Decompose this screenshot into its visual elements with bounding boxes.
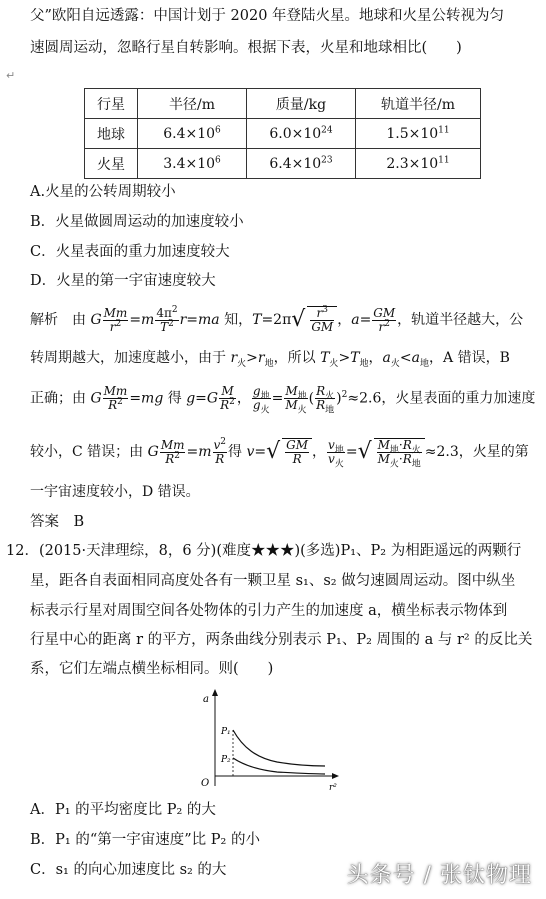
table-cell: $6.4\times 10^{23}$ bbox=[247, 149, 356, 179]
q11-stem-line2: 速圆周运动，忽略行星自转影响。根据下表，火星和地球相比( ) bbox=[30, 40, 462, 56]
table-cell: $1.5\times 10^{11}$ bbox=[356, 119, 481, 149]
watermark: 头条号 / 张钛物理 bbox=[346, 863, 532, 888]
y-axis-label: a bbox=[203, 694, 209, 705]
curve-p2-label: P₂ bbox=[221, 755, 231, 765]
table-cell: 火星 bbox=[85, 149, 138, 179]
x-axis-label: r² bbox=[329, 783, 337, 793]
analysis-label: 解析 bbox=[30, 312, 58, 328]
y-axis-arrow bbox=[212, 689, 218, 696]
origin-label: O bbox=[201, 778, 210, 789]
q11-option-d: D．火星的第一宇宙速度较大 bbox=[30, 273, 216, 289]
table-cell: 地球 bbox=[85, 119, 138, 149]
table-header: 质量/kg bbox=[247, 89, 356, 119]
q12-line3: 标表示行星对周围空间各处物体的引力产生的加速度 a，横坐标表示物体到 bbox=[30, 603, 508, 619]
table-header-row bbox=[85, 89, 481, 119]
table-row bbox=[85, 119, 481, 149]
analysis-line3: 正确；由 G $\frac{Mm}{R^2}$ =mg 得 g=G $\frac{M}{R^2}$ ， $\frac{g_地}{g_火}$ = $\frac{M_地}{M_火}$ ( $\frac{R_火}{R_地}$ )$^2$≈2.6，火星表面的重力加速度 bbox=[30, 384, 536, 416]
x-axis-arrow bbox=[332, 773, 339, 779]
paragraph-mark: ↵ bbox=[6, 69, 16, 82]
q12-option-c: C．s₁ 的向心加速度比 s₂ 的大 bbox=[30, 862, 227, 878]
analysis-line2: 转周期越大，加速度越小，由于 $r_火>r_地$，所以 $T_火>T_地$，$a_火<a_地$，A 错误，B bbox=[30, 350, 510, 369]
table-header: 半径/m bbox=[138, 89, 247, 119]
answer: 答案 B bbox=[30, 514, 85, 530]
curve-p1 bbox=[233, 730, 325, 766]
curve-p1-label: P₁ bbox=[221, 727, 231, 737]
table-cell: $6.0\times 10^{24}$ bbox=[247, 119, 356, 149]
table-cell: $6.4\times 10^6$ bbox=[138, 119, 247, 149]
table-row bbox=[85, 149, 481, 179]
q12-option-a: A．P₁ 的平均密度比 P₂ 的大 bbox=[30, 802, 216, 818]
table-cell: $2.3\times 10^{11}$ bbox=[356, 149, 481, 179]
planet-table bbox=[84, 88, 481, 179]
q12-option-b: B．P₁ 的“第一宇宙速度”比 P₂ 的小 bbox=[30, 832, 260, 848]
q11-stem-line1: 父”欧阳自远透露：中国计划于 2020 年登陆火星。地球和火星公转视为匀 bbox=[30, 8, 505, 24]
analysis-line1: 解析 由 G $\frac{Mm}{r^2}$ =m $\frac{4\pi^2}{T^2}$ r=ma 知，T=2π√ $\frac{r^3}{GM}$ ，a= $\frac{GM}{r^2}$ ，轨道半径越大，公 bbox=[30, 304, 524, 334]
acceleration-graph bbox=[195, 686, 355, 794]
q12-line5: 系，它们左端点横坐标相同。则( ) bbox=[30, 661, 274, 677]
table-cell: $3.4\times 10^6$ bbox=[138, 149, 247, 179]
q12-line4: 行星中心的距离 r 的平方，两条曲线分别表示 P₁、P₂ 周围的 a 与 r² 的反比关 bbox=[30, 632, 533, 648]
q12-line2: 星，距各自表面相同高度处各有一颗卫星 s₁、s₂ 做匀速圆周运动。图中纵坐 bbox=[30, 573, 516, 589]
table-header: 轨道半径/m bbox=[356, 89, 481, 119]
analysis-line4: 较小，C 错误；由 G $\frac{Mm}{R^2}$ =m $\frac{v^2}{R}$ 得 v=√ $\frac{GM}{R}$ ， $\frac{v_地}{v_火}$ =√ $\frac{M_地\cdot R_火}{M_火\cdot R_地}$ ≈2.3，火星的第 bbox=[30, 436, 529, 470]
q12-line1: 12．(2015·天津理综，8，6 分)(难度★★★)(多选)P₁、P₂ 为相距遥远的两颗行 bbox=[6, 543, 522, 559]
q11-option-c: C．火星表面的重力加速度较大 bbox=[30, 244, 230, 260]
analysis-line5: 一宇宙速度较小，D 错误。 bbox=[30, 484, 200, 500]
q11-option-b: B．火星做圆周运动的加速度较小 bbox=[30, 214, 244, 230]
q11-option-a: A.火星的公转周期较小 bbox=[30, 184, 176, 200]
table-header: 行星 bbox=[85, 89, 138, 119]
